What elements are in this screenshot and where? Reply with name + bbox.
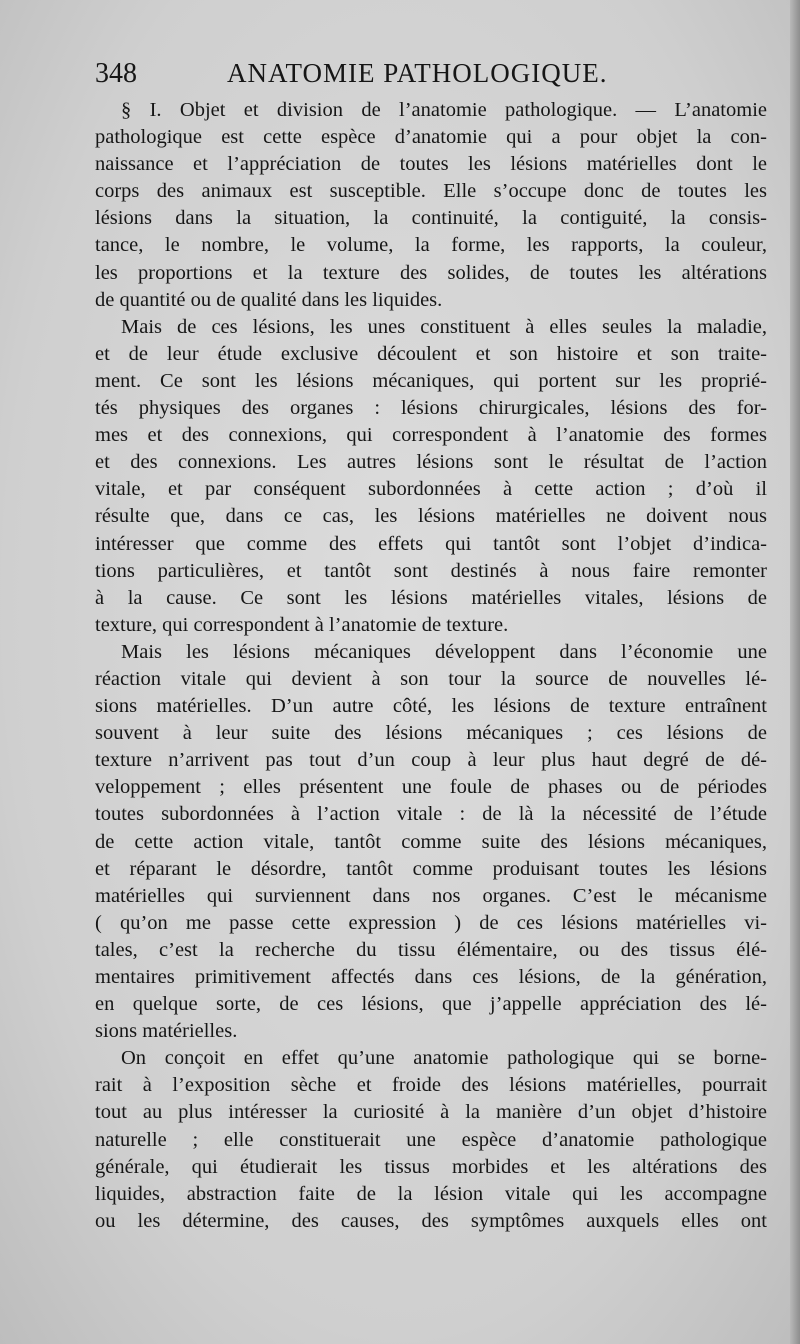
text-line: mentaires primitivement affectés dans ces lésions, de la génération, (95, 966, 767, 988)
text-line: ment. Ce sont les lésions mécaniques, qui portent sur les proprié- (95, 369, 767, 392)
text-line: à la cause. Ce sont les lésions matérielles vitales, lésions de (95, 586, 767, 609)
text-line: § I. Objet et division de l’anatomie pathologique. — L’anatomie (121, 99, 767, 121)
text-line: souvent à leur suite des lésions mécaniques ; ces lésions de (95, 722, 767, 745)
text-line: lésions dans la situation, la continuité, la contiguité, la consis- (95, 207, 767, 230)
text-line: tions particulières, et tantôt sont destinés à nous faire remonter (95, 559, 767, 582)
text-line: et réparant le désordre, tantôt comme produisant toutes les lésions (95, 857, 767, 880)
body-text (95, 97, 767, 1235)
text-line: ou les détermine, des causes, des symptômes auxquels elles ont (95, 1209, 767, 1232)
text-line: de cette action vitale, tantôt comme suite des lésions mécaniques, (95, 830, 767, 853)
text-line: générale, qui étudierait les tissus morbides et les altérations des (95, 1155, 767, 1178)
text-line: tout au plus intéresser la curiosité à la manière d’un objet d’histoire (95, 1101, 767, 1124)
text-line: les proportions et la texture des solides, de toutes les altérations (95, 261, 767, 284)
page-number: 348 (95, 58, 137, 89)
text-line: naissance et l’appréciation de toutes les lésions matérielles dont le (95, 153, 767, 176)
text-line: et de leur étude exclusive découlent et son histoire et son traite- (95, 342, 767, 365)
text-line: liquides, abstraction faite de la lésion vitale qui les accompagne (95, 1182, 767, 1205)
text-line: en quelque sorte, de ces lésions, que j’appelle appréciation des lé- (95, 993, 767, 1016)
paragraph-lesions-mecaniques (95, 314, 767, 639)
text-line: corps des animaux est susceptible. Elle s’occupe donc de toutes les (95, 180, 767, 203)
text-line: Mais de ces lésions, les unes constituent à elles seules la maladie, (121, 315, 767, 338)
page-header (95, 58, 615, 98)
paragraph-reaction-vitale (95, 639, 767, 1045)
text-line: réaction vitale qui devient à son tour la source de nouvelles lé- (95, 667, 767, 690)
text-line: sions matérielles. D’un autre côté, les lésions de texture entraînent (95, 695, 767, 718)
text-line: tance, le nombre, le volume, la forme, les rapports, la couleur, (95, 234, 767, 257)
text-line: toutes subordonnées à l’action vitale : de là la nécessité de l’étude (95, 803, 767, 826)
text-line: mes et des connexions, qui correspondent à l’anatomie des formes (95, 424, 767, 447)
text-line: tés physiques des organes : lésions chirurgicales, lésions des for- (95, 397, 767, 420)
text-line: Mais les lésions mécaniques développent dans l’économie une (121, 640, 767, 663)
text-line: et des connexions. Les autres lésions sont le résultat de l’action (95, 451, 767, 474)
text-line: sions matérielles. (95, 1020, 238, 1043)
text-line: résulte que, dans ce cas, les lésions matérielles ne doivent nous (95, 505, 767, 528)
page-edge (790, 0, 800, 1344)
text-line: On conçoit en effet qu’une anatomie pathologique qui se borne- (121, 1047, 767, 1070)
text-line: naturelle ; elle constituerait une espèce d’anatomie pathologique (95, 1128, 767, 1151)
text-line: veloppement ; elles présentent une foule de phases ou de périodes (95, 776, 767, 799)
text-line: ( qu’on me passe cette expression ) de ces lésions matérielles vi- (95, 911, 767, 934)
text-line: pathologique est cette espèce d’anatomie qui a pour objet la con- (95, 126, 767, 149)
paragraph-objet-division (95, 97, 767, 314)
text-line: tales, c’est la recherche du tissu élémentaire, ou des tissus élé- (95, 938, 767, 961)
text-line: texture n’arrivent pas tout d’un coup à leur plus haut degré de dé- (95, 749, 767, 772)
text-line: de quantité ou de qualité dans les liquides. (95, 288, 443, 311)
text-line: intéresser que comme des effets qui tantôt sont l’objet d’indica- (95, 532, 767, 555)
text-line: matérielles qui surviennent dans nos organes. C’est le mécanisme (95, 884, 767, 907)
text-line: texture, qui correspondent à l’anatomie de texture. (95, 613, 509, 636)
text-line: vitale, et par conséquent subordonnées à cette action ; d’où il (95, 478, 767, 501)
paragraph-on-concoit (95, 1045, 767, 1235)
text-line: rait à l’exposition sèche et froide des lésions matérielles, pourrait (95, 1074, 767, 1097)
running-title: ANATOMIE PATHOLOGIQUE. (227, 58, 608, 88)
